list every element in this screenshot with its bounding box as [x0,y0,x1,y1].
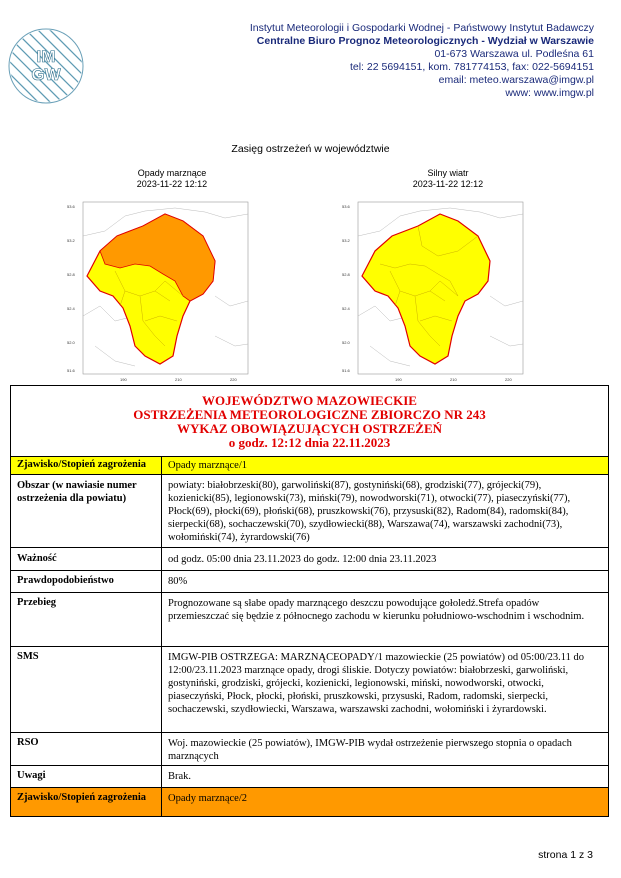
row-value: Opady marznące/1 [168,460,248,471]
row-value: IMGW-PIB OSTRZEGA: MARZNĄCEOPADY/1 mazowieckie (25 powiatów) od 05:00/23.11 do 12:00/23.11.2023 marznące opady, drogi śliskie. Dotyczy powiatów: białobrzeski, garwoliński, gostyniński, grodziski, grójecki, kozienicki, legionowski, miński, nowodworski, otwocki, piaseczyński, Płock, płocki, płoński, pruszkowski, przysuski, Radom, radomski, sierpecki, sochaczewski, szydłowiecki, Warszawa, warszawski zachodni, wołomiński i żyrardowski. [168,652,584,715]
voivodeship-title: WOJEWÓDZTWO MAZOWIECKIE [202,393,417,408]
map1-ytick: 52.4 [67,306,75,311]
table-title [11,386,608,457]
map-freezing-rain [65,196,250,383]
row-label: Prawdopodobieństwo [11,571,162,592]
table-row-validity [11,548,608,571]
row-label: Zjawisko/Stopień zagrożenia [11,457,162,474]
map2-xtick: 210 [450,377,457,382]
imgw-logo [8,28,84,104]
logo-graphic [8,28,84,104]
row-label: Przebieg [11,593,162,646]
map-strong-wind [340,196,525,383]
row-value: Woj. mazowieckie (25 powiatów), IMGW-PIB wydał ostrzeżenie pierwszego stopnia o opadach marznących [168,738,572,762]
row-label: Ważność [11,548,162,570]
row-label: SMS [11,647,162,732]
map2-ytick: 52.8 [342,272,350,277]
table-row-notes [11,766,608,788]
institute-header [250,22,594,100]
row-value: Opady marznące/2 [168,793,248,804]
address: 01-673 Warszawa ul. Podleśna 61 [434,48,594,60]
table-row-probability [11,571,608,593]
department-name: Centralne Biuro Prognoz Meteorologicznych - Wydział w Warszawie [256,35,594,47]
map1-ytick: 53.6 [67,204,75,209]
map2-xtick: 190 [395,377,402,382]
list-title: WYKAZ OBOWIĄZUJĄCYCH OSTRZEŻEŃ [176,421,443,436]
map2-svg [340,196,525,383]
svg-text:GW: GW [31,65,61,84]
map2-xtick: 220 [505,377,512,382]
row-value: powiaty: białobrzeski(80), garwoliński(87), gostyniński(68), grodziski(77), grójecki(79), kozienicki(85), legionowski(73), miński(79), nowodworski(71), otwocki(77), piaseczyński(77), Płock(69), płocki(69), płoński(68), pruszkowski(76), przysuski(82), Radom(84), radomski(84), sierpecki(68), sochaczewski(70), szydłowiecki(88), Warszawa(74), warszawski zachodni(73), wołomiński(74), żyrardowski(76) [168,480,571,543]
map2-ytick: 52.0 [342,340,350,345]
map1-ytick: 52.8 [67,272,75,277]
table-row-phenomenon [11,457,608,475]
phone-fax: tel: 22 5694151, kom. 781774153, fax: 022-5694151 [349,61,594,73]
map2-ytick: 52.4 [342,306,350,311]
issue-time: o godz. 12:12 dnia 22.11.2023 [228,435,391,450]
row-value: od godz. 05:00 dnia 23.11.2023 do godz. 12:00 dnia 23.11.2023 [168,554,437,565]
section-title: Zasięg ostrzeżeń w województwie [231,143,390,155]
email: email: meteo.warszawa@imgw.pl [438,74,594,86]
map2-title: Silny wiatr [427,168,469,178]
warning-table [10,385,609,817]
map1-caption [82,168,262,190]
map2-ytick: 53.6 [342,204,350,209]
page-number: strona 1 z 3 [538,849,593,861]
map2-caption [358,168,538,190]
row-value: 80% [168,576,188,587]
table-row-rso [11,733,608,766]
website: www: www.imgw.pl [505,87,594,99]
row-label: Obszar (w nawiasie numer ostrzeżenia dla powiatu) [11,475,162,547]
map2-ytick: 53.2 [342,238,350,243]
map1-xtick: 210 [175,377,182,382]
table-row-course [11,593,608,647]
map1-svg [65,196,250,383]
table-row-sms [11,647,608,733]
map1-title: Opady marznące [137,168,207,178]
table-row-area [11,475,608,548]
bulletin-title: OSTRZEŻENIA METEOROLOGICZNE ZBIORCZO NR 243 [133,407,486,422]
institute-name: Instytut Meteorologii i Gospodarki Wodnej - Państwowy Instytut Badawczy [249,22,594,34]
map1-ytick: 51.6 [67,368,75,373]
table-row-phenomenon-2 [11,788,608,817]
map2-date: 2023-11-22 12:12 [412,179,484,189]
row-value: Brak. [168,771,192,782]
map1-date: 2023-11-22 12:12 [136,179,208,189]
svg-text:IM: IM [36,47,56,66]
map1-ytick: 53.2 [67,238,75,243]
map1-ytick: 52.0 [67,340,75,345]
row-label: Uwagi [11,766,162,787]
map2-ytick: 51.6 [342,368,350,373]
row-label: Zjawisko/Stopień zagrożenia [11,788,162,817]
map1-xtick: 190 [120,377,127,382]
row-label: RSO [11,733,162,765]
map1-xtick: 220 [230,377,237,382]
row-value: Prognozowane są słabe opady marznącego deszczu powodujące gołoledź.Strefa opadów przemieszczać się będzie z północnego zachodu w kierunku południowo-wschodnim i wschodnim. [168,598,585,622]
